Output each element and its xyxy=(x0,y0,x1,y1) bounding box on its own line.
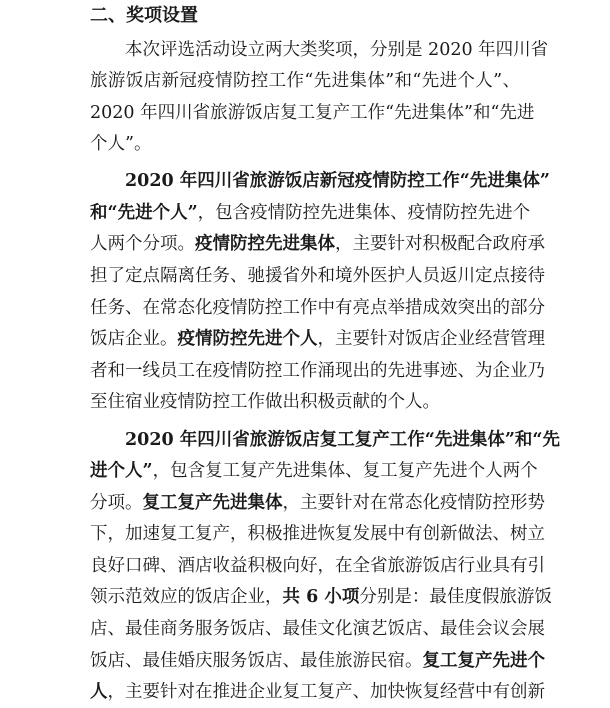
p3-line-3: 分项。复工复产先进集体，主要针对在常态化疫情防控形势 xyxy=(90,493,545,513)
p2-line-4: 担了定点隔离任务、驰援省外和境外医护人员返川定点接待 xyxy=(90,266,545,286)
p2-title-end: 和“先进个人” xyxy=(90,203,198,223)
p3-line-7: 店、最佳商务服务饭店、最佳文化演艺饭店、最佳会议会展 xyxy=(90,619,545,639)
p3-count-term: 共 6 小项 xyxy=(282,587,360,607)
p2-line-3: 人两个分项。疫情防控先进集体，主要针对积极配合政府承 xyxy=(90,234,545,254)
p3-individual-term: 复工复产先进个 xyxy=(422,651,545,671)
p3-line-1 xyxy=(90,430,560,450)
section-heading: 二、奖项设置 xyxy=(90,5,198,26)
p3-line-5: 良好口碑、酒店收益积极向好，在全省旅游饭店行业具有引 xyxy=(90,556,545,576)
p3-title: 2020 年四川省旅游饭店复工复产工作“先进集体”和“先 xyxy=(90,430,560,450)
p2-line-7: 者和一线员工在疫情防控工作涌现出的先进事迹、为企业乃 xyxy=(90,361,545,381)
p1-line-2: 旅游饭店新冠疫情防控工作“先进集体”和“先进个人”、 xyxy=(90,71,520,91)
p3-line-8: 饭店、最佳婚庆服务饭店、最佳旅游民宿。复工复产先进个 xyxy=(90,651,545,671)
p2-line-8: 至住宿业疫情防控工作做出积极贡献的个人。 xyxy=(90,392,440,412)
p2-title: 2020 年四川省旅游饭店新冠疫情防控工作“先进集体” xyxy=(90,171,550,191)
p3-title-end: 进个人” xyxy=(90,461,153,481)
p2-collective-term: 疫情防控先进集体 xyxy=(195,234,335,254)
p3-collective-term: 复工复产先进集体 xyxy=(142,493,283,513)
p1-line-3: 2020 年四川省旅游饭店复工复产工作“先进集体”和“先进 xyxy=(90,103,535,123)
p2-line-1 xyxy=(90,171,550,191)
p1-line-4: 个人”。 xyxy=(90,134,152,154)
p3-line-9: 人，主要针对在推进企业复工复产、加快恢复经营中有创新 xyxy=(90,682,545,702)
p3-line-4: 下，加速复工复产，积极推进恢复发展中有创新做法、树立 xyxy=(90,524,545,544)
p2-line-2: 和“先进个人”，包含疫情防控先进集体、疫情防控先进个 xyxy=(90,203,531,223)
p1-line-1: 本次评选活动设立两大类奖项，分别是 2020 年四川省 xyxy=(90,40,549,60)
p2-line-6: 饭店企业。疫情防控先进个人，主要针对饭店企业经营管理 xyxy=(90,329,545,349)
p2-individual-term: 疫情防控先进个人 xyxy=(177,329,318,349)
p3-line-6: 领示范效应的饭店企业，共 6 小项分别是：最佳度假旅游饭 xyxy=(90,587,552,607)
p2-line-5: 任务、在常态化疫情防控工作中有亮点举措成效突出的部分 xyxy=(90,298,545,318)
p3-line-2: 进个人”，包含复工复产先进集体、复工复产先进个人两个 xyxy=(90,461,538,481)
p3-individual-term-end: 人 xyxy=(90,682,108,702)
